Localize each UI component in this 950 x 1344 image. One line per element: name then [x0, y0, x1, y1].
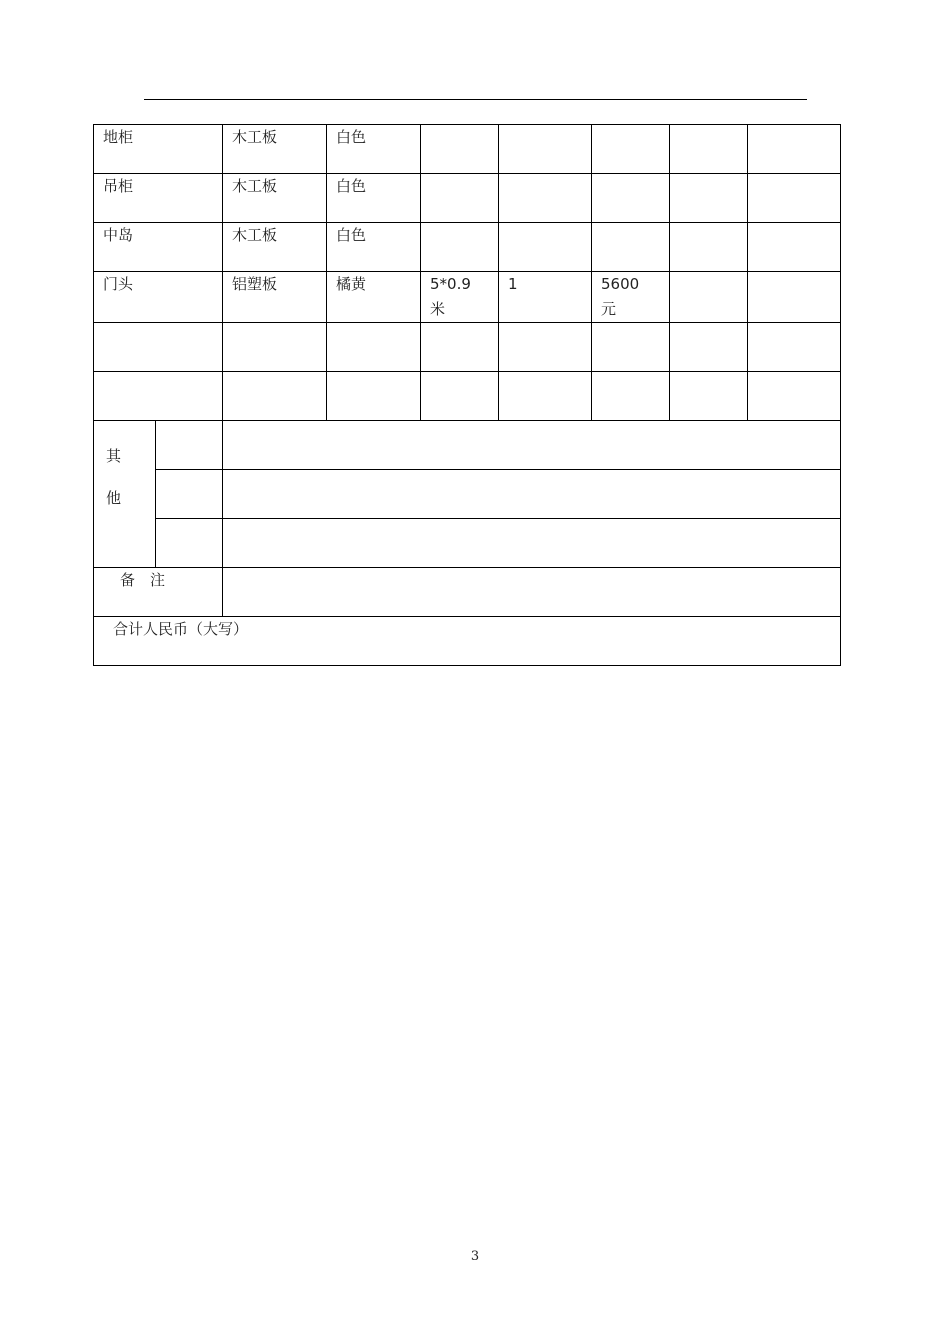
remark-label: 备 注: [120, 571, 166, 589]
row-divider: [93, 222, 841, 223]
table-cell-item: 吊柜: [103, 177, 134, 195]
table-cell-size-unit: 米: [430, 300, 446, 318]
row-divider: [93, 567, 841, 568]
table-border-right: [840, 124, 841, 666]
table-border-left: [93, 124, 94, 666]
table-cell-material: 木工板: [232, 177, 278, 195]
other-label-char: 他: [106, 489, 122, 507]
table-cell-price-unit: 元: [601, 300, 617, 318]
other-divider: [155, 469, 841, 470]
page-number: 3: [470, 1249, 480, 1264]
row-divider: [93, 173, 841, 174]
table-cell-item: 中岛: [103, 226, 134, 244]
table-cell-material: 木工板: [232, 128, 278, 146]
table-cell-material: 木工板: [232, 226, 278, 244]
table-cell-qty: 1: [508, 275, 518, 293]
other-label-char: 其: [106, 447, 122, 465]
other-subdivider: [155, 420, 156, 568]
table-cell-color: 白色: [336, 128, 367, 146]
table-cell-item: 地柜: [103, 128, 134, 146]
header-rule: [144, 99, 807, 100]
table-border-bottom: [93, 665, 841, 666]
row-divider: [93, 420, 841, 421]
table-cell-color: 橘黄: [336, 275, 367, 293]
table-cell-material: 铝塑板: [232, 275, 278, 293]
row-divider: [93, 371, 841, 372]
table-cell-price: 5600: [601, 275, 640, 293]
total-label: 合计人民币（大写）: [113, 620, 249, 638]
table-border-top: [93, 124, 841, 125]
column-divider: [669, 124, 670, 421]
other-divider: [155, 518, 841, 519]
table-cell-color: 白色: [336, 226, 367, 244]
table-cell-item: 门头: [103, 275, 134, 293]
row-divider: [93, 322, 841, 323]
column-divider: [747, 124, 748, 421]
table-cell-color: 白色: [336, 177, 367, 195]
table-cell-size: 5*0.9: [430, 275, 471, 293]
